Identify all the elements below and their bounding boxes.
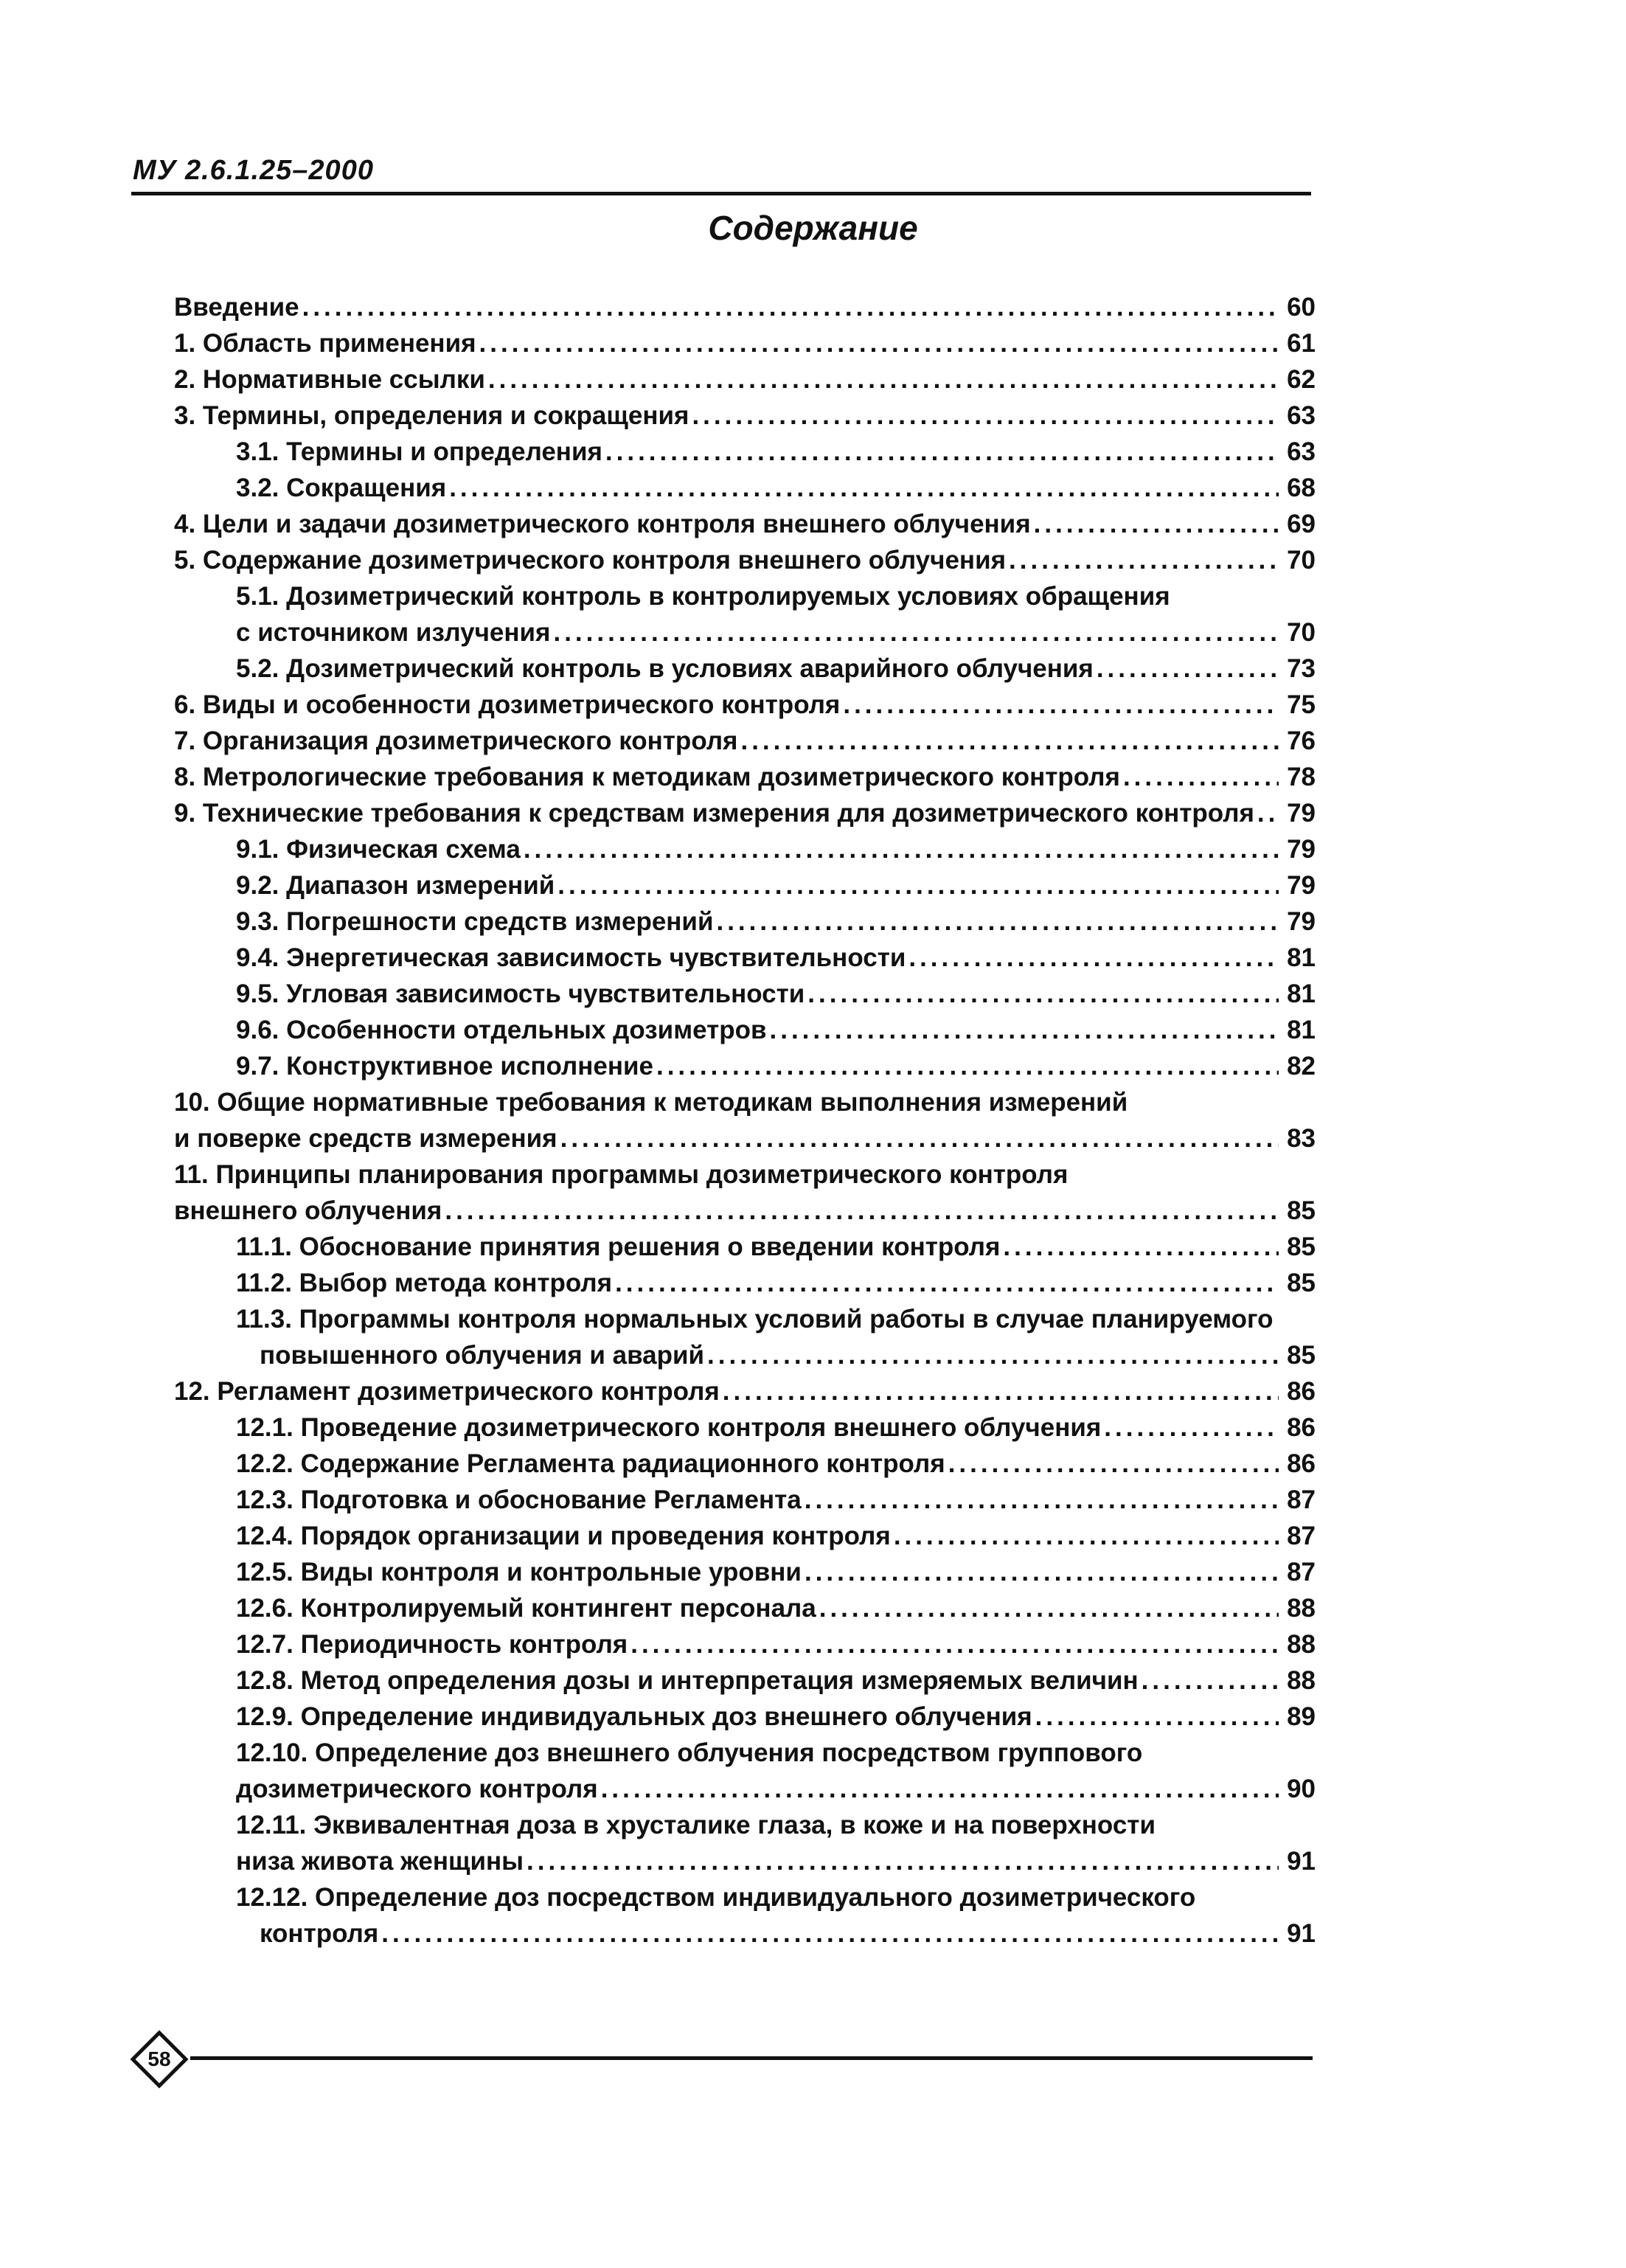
dot-leader — [805, 1482, 1279, 1518]
dot-leader — [479, 325, 1279, 361]
dot-leader — [488, 361, 1279, 398]
toc-page-number: 90 — [1287, 1775, 1316, 1803]
toc-entry — [174, 506, 1316, 542]
toc-entry-label: 9.5. Угловая зависимость чувствительности — [236, 979, 805, 1008]
toc-page-number: 88 — [1287, 1630, 1316, 1659]
toc-page-number: 78 — [1287, 763, 1316, 791]
toc-entry-label: 7. Организация дозиметрического контроля — [174, 726, 738, 755]
toc-entry-label: 11.3. Программы контроля нормальных условий работы в случае планируемого — [236, 1305, 1274, 1334]
document-code: МУ 2.6.1.25–2000 — [133, 155, 374, 186]
toc-entry-label: 11.2. Выбор метода контроля — [236, 1269, 613, 1297]
page-number-badge — [130, 2030, 189, 2089]
dot-leader — [843, 687, 1279, 723]
toc-page-number: 73 — [1287, 654, 1316, 683]
dot-leader — [723, 1373, 1279, 1409]
toc-entry — [174, 1048, 1316, 1084]
toc-entry-label: 12.6. Контролируемый контингент персонала — [236, 1594, 816, 1623]
toc-entry — [174, 1409, 1316, 1446]
toc-page-number: 63 — [1287, 401, 1316, 430]
toc-entry-label: внешнего облучения — [174, 1196, 442, 1225]
toc-entry — [174, 1156, 1316, 1193]
toc-entry-label: 12. Регламент дозиметрического контроля — [174, 1377, 720, 1406]
dot-leader — [524, 831, 1279, 867]
toc-entry — [174, 1626, 1316, 1662]
footer-rule — [190, 2056, 1313, 2060]
toc-entry-continuation — [174, 1843, 1316, 1879]
toc-entry — [174, 651, 1316, 687]
toc-entry-label: 12.1. Проведение дозиметрического контроля внешнего облучения — [236, 1413, 1102, 1442]
toc-page-number: 91 — [1287, 1847, 1316, 1876]
toc-entry-label: 12.12. Определение доз посредством индивидуального дозиметрического — [236, 1883, 1196, 1912]
toc-entry-label: 8. Метрологические требования к методикам дозиметрического контроля — [174, 763, 1120, 791]
toc-page-number: 69 — [1287, 510, 1316, 538]
toc-entry — [174, 1012, 1316, 1048]
dot-leader — [1142, 1662, 1279, 1699]
toc-entry — [174, 1373, 1316, 1409]
dot-leader — [1034, 506, 1279, 542]
toc-entry-label: с источником излучения — [236, 618, 551, 647]
toc-page-number: 70 — [1287, 618, 1316, 647]
toc-entry-label: 12.5. Виды контроля и контрольные уровни — [236, 1558, 802, 1586]
toc-entry — [174, 1807, 1316, 1843]
toc-entry-label: 3. Термины, определения и сокращения — [174, 401, 689, 430]
toc-entry-label: 12.2. Содержание Регламента радиационного контроля — [236, 1449, 945, 1478]
dot-leader — [1257, 795, 1279, 831]
toc-entry — [174, 542, 1316, 578]
toc-page-number: 79 — [1287, 907, 1316, 936]
toc-entry-label: 12.11. Эквивалентная доза в хрусталике глаза, в коже и на поверхности — [236, 1811, 1156, 1839]
dot-leader — [770, 1012, 1279, 1048]
toc-entry — [174, 1084, 1316, 1120]
dot-leader — [707, 1337, 1279, 1373]
toc-page-number: 88 — [1287, 1666, 1316, 1695]
toc-entry-label: низа живота женщины — [236, 1847, 524, 1876]
dot-leader — [630, 1626, 1279, 1662]
toc-entry-label: контроля — [260, 1919, 379, 1948]
toc-page-number: 86 — [1287, 1449, 1316, 1478]
dot-leader — [560, 1120, 1279, 1156]
toc-page-number: 86 — [1287, 1413, 1316, 1442]
toc-page-number: 81 — [1287, 943, 1316, 972]
toc-page-number: 81 — [1287, 1016, 1316, 1044]
dot-leader — [1009, 542, 1279, 578]
toc-entry-label: 5. Содержание дозиметрического контроля внешнего облучения — [174, 546, 1007, 575]
toc-entry-label: 12.8. Метод определения дозы и интерпретация измеряемых величин — [236, 1666, 1139, 1695]
toc-entry-label: 12.7. Периодичность контроля — [236, 1630, 628, 1659]
toc-entry — [174, 795, 1316, 831]
toc-entry — [174, 289, 1316, 325]
toc-page-number: 81 — [1287, 979, 1316, 1008]
dot-leader — [381, 1915, 1279, 1952]
toc-entry-label: 3.2. Сокращения — [236, 474, 447, 502]
toc-entry — [174, 361, 1316, 398]
toc-entry — [174, 940, 1316, 976]
toc-entry — [174, 1879, 1316, 1915]
toc-page-number: 61 — [1287, 329, 1316, 358]
toc-page-number: 68 — [1287, 474, 1316, 502]
toc-entry — [174, 1482, 1316, 1518]
toc-entry-label: 11.1. Обоснование принятия решения о введении контроля — [236, 1232, 1001, 1261]
toc-entry-label: 4. Цели и задачи дозиметрического контроля внешнего облучения — [174, 510, 1031, 538]
dot-leader — [1035, 1699, 1279, 1735]
dot-leader — [740, 723, 1279, 759]
dot-leader — [948, 1446, 1279, 1482]
toc-entry — [174, 325, 1316, 361]
toc-page-number: 70 — [1287, 546, 1316, 575]
toc-entry-label: 9.2. Диапазон измерений — [236, 871, 555, 900]
toc-entry-continuation — [174, 1915, 1316, 1952]
toc-entry-continuation — [174, 1193, 1316, 1229]
toc-entry-label: 10. Общие нормативные требования к методикам выполнения измерений — [174, 1088, 1128, 1117]
dot-leader — [445, 1193, 1279, 1229]
toc-page-number: 63 — [1287, 437, 1316, 466]
toc-entry-label: 9.6. Особенности отдельных дозиметров — [236, 1016, 767, 1044]
toc-entry — [174, 867, 1316, 904]
toc-entry-label: Введение — [174, 293, 299, 322]
toc-entry-label: 5.2. Дозиметрический контроль в условиях аварийного облучения — [236, 654, 1094, 683]
toc-page-number: 76 — [1287, 726, 1316, 755]
toc-entry — [174, 434, 1316, 470]
dot-leader — [553, 614, 1279, 651]
toc-title: Содержание — [708, 209, 918, 247]
toc-page-number: 89 — [1287, 1702, 1316, 1731]
toc-entry-continuation — [174, 1771, 1316, 1807]
toc-page-number: 85 — [1287, 1196, 1316, 1225]
toc-page-number: 79 — [1287, 799, 1316, 828]
toc-entry — [174, 398, 1316, 434]
toc-entry — [174, 1518, 1316, 1554]
toc-page-number: 86 — [1287, 1377, 1316, 1406]
dot-leader — [615, 1265, 1279, 1301]
dot-leader — [716, 904, 1279, 940]
toc-page-number: 82 — [1287, 1052, 1316, 1081]
toc-entry — [174, 1446, 1316, 1482]
toc-entry-label: 6. Виды и особенности дозиметрического контроля — [174, 690, 841, 719]
toc-entry-continuation — [174, 1120, 1316, 1156]
toc-entry — [174, 1554, 1316, 1590]
dot-leader — [449, 470, 1279, 506]
toc-entry — [174, 723, 1316, 759]
toc-page-number: 60 — [1287, 293, 1316, 322]
toc-page-number: 75 — [1287, 690, 1316, 719]
dot-leader — [527, 1843, 1279, 1879]
toc-entry-label: 1. Область применения — [174, 329, 476, 358]
dot-leader — [819, 1590, 1279, 1626]
toc-entry-label: 12.3. Подготовка и обоснование Регламента — [236, 1485, 802, 1514]
toc-entry-label: 9.7. Конструктивное исполнение — [236, 1052, 653, 1081]
toc-entry-label: 12.10. Определение доз внешнего облучения посредством группового — [236, 1738, 1143, 1767]
toc-entry — [174, 904, 1316, 940]
toc-page-number: 87 — [1287, 1558, 1316, 1586]
toc-entry — [174, 1699, 1316, 1735]
table-of-contents — [174, 289, 1316, 1952]
toc-page-number: 85 — [1287, 1269, 1316, 1297]
toc-entry-label: 2. Нормативные ссылки — [174, 365, 485, 394]
toc-entry-label: повышенного облучения и аварий — [260, 1341, 705, 1370]
dot-leader — [894, 1518, 1279, 1554]
toc-entry — [174, 1735, 1316, 1771]
toc-entry — [174, 1662, 1316, 1699]
toc-entry-continuation — [174, 614, 1316, 651]
toc-entry — [174, 976, 1316, 1012]
toc-entry-label: 9. Технические требования к средствам измерения для дозиметрического контроля — [174, 799, 1254, 828]
dot-leader — [605, 434, 1279, 470]
toc-page-number: 85 — [1287, 1232, 1316, 1261]
dot-leader — [1003, 1229, 1279, 1265]
page-number: 58 — [147, 2047, 171, 2070]
toc-entry — [174, 1229, 1316, 1265]
toc-entry-label: 12.4. Порядок организации и проведения контроля — [236, 1522, 891, 1550]
toc-entry-continuation — [174, 1337, 1316, 1373]
dot-leader — [1097, 651, 1279, 687]
dot-leader — [908, 940, 1279, 976]
dot-leader — [805, 1554, 1279, 1590]
dot-leader — [601, 1771, 1279, 1807]
toc-page-number: 91 — [1287, 1919, 1316, 1948]
toc-page-number: 87 — [1287, 1485, 1316, 1514]
toc-entry-label: 3.1. Термины и определения — [236, 437, 602, 466]
toc-entry — [174, 1590, 1316, 1626]
dot-leader — [1104, 1409, 1279, 1446]
toc-page-number: 79 — [1287, 835, 1316, 864]
toc-entry-label: и поверке средств измерения — [174, 1124, 557, 1153]
toc-page-number: 85 — [1287, 1341, 1316, 1370]
toc-entry-label: 5.1. Дозиметрический контроль в контролируемых условиях обращения — [236, 582, 1170, 611]
toc-entry-label: 9.3. Погрешности средств измерений — [236, 907, 714, 936]
header-rule — [131, 192, 1311, 195]
toc-page-number: 87 — [1287, 1522, 1316, 1550]
toc-entry — [174, 759, 1316, 795]
toc-page-number: 83 — [1287, 1124, 1316, 1153]
toc-entry — [174, 831, 1316, 867]
toc-entry — [174, 1265, 1316, 1301]
toc-entry-label: 9.4. Энергетическая зависимость чувствительности — [236, 943, 906, 972]
dot-leader — [557, 867, 1279, 904]
toc-entry-label: 12.9. Определение индивидуальных доз внешнего облучения — [236, 1702, 1032, 1731]
toc-page-number: 62 — [1287, 365, 1316, 394]
toc-entry — [174, 470, 1316, 506]
dot-leader — [1123, 759, 1279, 795]
toc-entry — [174, 687, 1316, 723]
dot-leader — [656, 1048, 1279, 1084]
toc-page-number: 88 — [1287, 1594, 1316, 1623]
dot-leader — [807, 976, 1279, 1012]
toc-entry-label: дозиметрического контроля — [236, 1775, 598, 1803]
toc-entry-label: 9.1. Физическая схема — [236, 835, 521, 864]
toc-entry-label: 11. Принципы планирования программы дозиметрического контроля — [174, 1160, 1069, 1189]
dot-leader — [692, 398, 1279, 434]
toc-page-number: 79 — [1287, 871, 1316, 900]
toc-entry — [174, 578, 1316, 614]
dot-leader — [302, 289, 1279, 325]
toc-entry — [174, 1301, 1316, 1337]
